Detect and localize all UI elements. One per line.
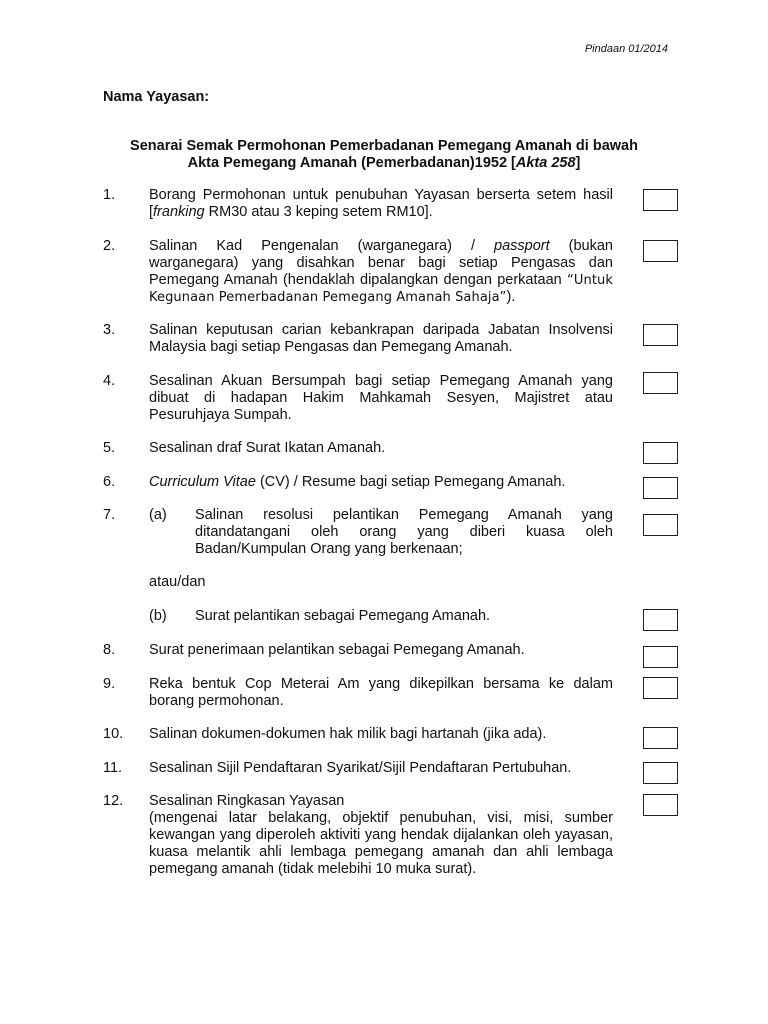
checkbox-item-12[interactable] — [643, 794, 678, 816]
item-text-part: Salinan Kad Pengenalan (warganegara) / — [149, 238, 494, 254]
item-number: 2. — [103, 238, 116, 254]
item-number: 12. — [103, 793, 124, 809]
item-number: 4. — [103, 373, 116, 389]
item-text — [149, 187, 613, 221]
item-number: 8. — [103, 642, 116, 658]
sub-item-text-b: Surat pelantikan sebagai Pemegang Amanah. — [195, 608, 491, 624]
sub-item-text-a: Salinan resolusi pelantikan Pemegang Amanah yang ditandatangani oleh orang yang diberi kuasa oleh Badan/Kumpulan Orang yang berkenaan; — [195, 507, 613, 557]
title-line-2-suffix: ] — [575, 155, 581, 171]
item-number: 10. — [103, 726, 124, 742]
item-number: 6. — [103, 474, 116, 490]
item-number: 1. — [103, 187, 116, 203]
checkbox-item-10[interactable] — [643, 727, 678, 749]
item-number: 5. — [103, 440, 116, 456]
title-line-2-prefix: Akta Pemegang Amanah (Pemerbadanan)1952 [ — [187, 155, 516, 171]
item-text — [149, 474, 613, 491]
item-text-part: (CV) / Resume bagi setiap Pemegang Amanah. — [255, 474, 566, 490]
item-text-part: (bukan warganegara) yang disahkan benar bagi setiap Pengasas dan Pemegang Amanah (hendaklah dipalangkan dengan perkataan — [149, 238, 613, 288]
item-text-part: RM30 atau 3 keping setem RM10]. — [204, 204, 433, 220]
checkbox-item-2[interactable] — [643, 240, 678, 262]
item-text-italic: Curriculum Vitae — [149, 474, 256, 490]
checkbox-item-8[interactable] — [643, 646, 678, 668]
item-number: 11. — [103, 760, 123, 776]
or-and-label: atau/dan — [149, 574, 206, 590]
checkbox-item-11[interactable] — [643, 762, 678, 784]
item-text-part: ). — [506, 289, 516, 305]
item-text-detail: (mengenai latar belakang, objektif penubuhan, visi, misi, sumber kewangan yang diperoleh aktiviti yang hendak dijalankan oleh yayasan, kuasa melantik ahli lembaga pemegang amanah dan ahli lembaga pemegang amanah (tidak melebihi 10 muka surat). — [149, 810, 613, 877]
item-text — [149, 793, 613, 878]
checkbox-item-3[interactable] — [643, 324, 678, 346]
item-number: 7. — [103, 507, 116, 523]
amendment-label: Pindaan 01/2014 — [584, 43, 668, 55]
item-text-italic: franking — [153, 204, 205, 220]
checkbox-item-6[interactable] — [643, 477, 678, 499]
item-number: 9. — [103, 676, 116, 692]
item-text: Sesalinan draf Surat Ikatan Amanah. — [149, 440, 386, 456]
checkbox-item-9[interactable] — [643, 677, 678, 699]
item-text-heading: Sesalinan Ringkasan Yayasan — [149, 793, 345, 809]
item-text: Salinan keputusan carian kebankrapan daripada Jabatan Insolvensi Malaysia bagi setiap Pengasas dan Pemegang Amanah. — [149, 322, 613, 355]
checkbox-item-1[interactable] — [643, 189, 678, 211]
checkbox-item-4[interactable] — [643, 372, 678, 394]
item-number: 3. — [103, 322, 116, 338]
title-line-1: Senarai Semak Permohonan Pemerbadanan Pemegang Amanah di bawah — [130, 138, 638, 154]
title-line-2 — [100, 155, 668, 172]
sub-item-label-b: (b) — [149, 608, 167, 624]
item-text: Reka bentuk Cop Meterai Am yang dikepilkan bersama ke dalam borang permohonan. — [149, 676, 613, 709]
item-text-quote: “Untuk Kegunaan Pemerbadanan Pemegang Amanah Sahaja” — [149, 273, 613, 305]
item-text: Surat penerimaan pelantikan sebagai Pemegang Amanah. — [149, 642, 525, 658]
page-title — [100, 138, 668, 172]
checkbox-item-7a[interactable] — [643, 514, 678, 536]
item-text — [149, 238, 613, 306]
title-act-number: Akta 258 — [515, 155, 576, 171]
item-text: Salinan dokumen-dokumen hak milik bagi hartanah (jika ada). — [149, 726, 547, 742]
item-text-part: Borang Permohonan untuk penubuhan Yayasan berserta setem hasil [ — [149, 187, 613, 220]
checkbox-item-7b[interactable] — [643, 609, 678, 631]
sub-item-label-a: (a) — [149, 507, 167, 523]
foundation-name-label: Nama Yayasan: — [103, 89, 210, 105]
checkbox-item-5[interactable] — [643, 442, 678, 464]
item-text-italic: passport — [494, 238, 550, 254]
item-text: Sesalinan Sijil Pendaftaran Syarikat/Sijil Pendaftaran Pertubuhan. — [149, 760, 572, 776]
item-text: Sesalinan Akuan Bersumpah bagi setiap Pemegang Amanah yang dibuat di hadapan Hakim Mahkamah Sesyen, Majistret atau Pesuruhjaya Sumpah. — [149, 373, 613, 423]
